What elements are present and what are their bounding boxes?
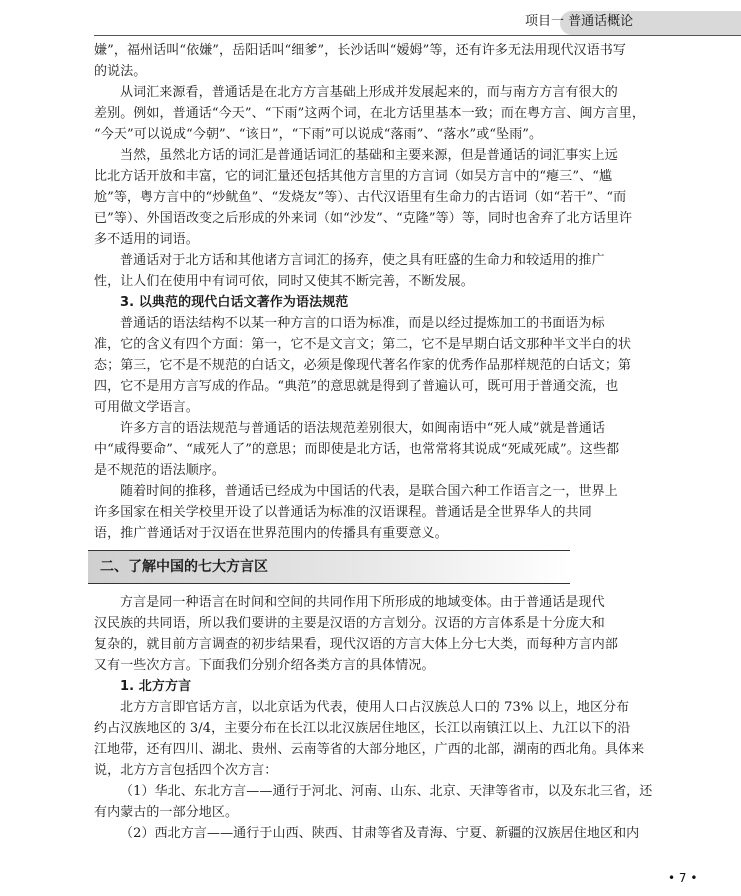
- text-line: 态；第三，它不是不规范的白话文，必须是像现代著名作家的优秀作品那样规范的白话文；第: [94, 358, 632, 373]
- text-line: 嫌”，福州话叫“依嫌”，岳阳话叫“细爹”，长沙话叫“嫒姆”等，还有许多无法用现代汉语书写: [94, 43, 626, 58]
- page-number: • 7 •: [668, 871, 698, 885]
- header-rule: [94, 35, 741, 36]
- page-body: [94, 40, 652, 844]
- text-line: 可用做文学语言。: [94, 400, 199, 415]
- subsection-heading: 3. 以典范的现代白话文著作为语法规范: [120, 295, 349, 310]
- subsection-heading: 1. 北方方言: [120, 679, 192, 694]
- section-heading: 二、了解中国的七大方言区: [88, 550, 570, 584]
- text-line: 当然，虽然北方话的词汇是普通话词汇的基础和主要来源，但是普通话的词汇事实上远: [120, 148, 618, 163]
- text-line: 有内蒙古的一部分地区。: [94, 805, 239, 820]
- text-line: 的说法。: [94, 64, 147, 79]
- text-line: 已”等）、外国语改变之后形成的外来词（如“沙发”、“克隆”等）等，同时也舍弃了北方话里许: [94, 211, 633, 226]
- text-line: 许多国家在相关学校里开设了以普通话为标准的汉语课程。普通话是全世界华人的共同: [94, 505, 592, 520]
- text-line: 说，北方方言包括四个次方言：: [94, 763, 278, 778]
- text-line: 性，让人们在使用中有词可依，同时又使其不断完善，不断发展。: [94, 274, 474, 289]
- text-line: 比北方话开放和丰富，它的词汇量还包括其他方言里的方言词（如吴方言中的“瘪三”、“尴: [94, 169, 613, 184]
- text-line: 复杂的，就目前方言调查的初步结果看，现代汉语的方言大体上分七大类，而每种方言内部: [94, 637, 619, 652]
- text-line: 普通话对于北方话和其他诸方言词汇的扬弃，使之具有旺盛的生命力和较适用的推广: [120, 253, 605, 268]
- text-line: 四，它不是用方言写成的作品。“典范”的意思就是得到了普遍认可，既可用于普通交流，也: [94, 379, 619, 394]
- text-line: （2）西北方言——通行于山西、陕西、甘肃等省及青海、宁夏、新疆的汉族居住地区和内: [120, 826, 640, 841]
- text-line: （1）华北、东北方言——通行于河北、河南、山东、北京、天津等省市，以及东北三省，还: [120, 784, 653, 799]
- text-line: 许多方言的语法规范与普通话的语法规范差别很大，如闽南语中“死人咸”就是普通话: [120, 421, 606, 436]
- text-line: 普通话的语法结构不以某一种方言的口语为标准，而是以经过提炼加工的书面语为标: [120, 316, 605, 331]
- text-line: 尬”等，粤方言中的“炒鱿鱼”、“发烧友”等）、古代汉语里有生命力的古语词（如“若干”、“而: [94, 190, 627, 205]
- text-line: 语，推广普通话对于汉语在世界范围内的传播具有重要意义。: [94, 526, 448, 541]
- text-line: 约占汉族地区的 3/4，主要分布在长江以北汉族居住地区，长江以南镇江以上、九江以下的沿: [94, 721, 631, 736]
- text-line: 江地带，还有四川、湖北、贵州、云南等省的大部分地区，广西的北部，湖南的西北角。具体来: [94, 742, 645, 757]
- text-line: 是不规范的语法顺序。: [94, 463, 226, 478]
- text-line: 汉民族的共同语，所以我们要讲的主要是汉语的方言划分。汉语的方言体系是十分庞大和: [94, 616, 605, 631]
- text-line: “今天”可以说成“今朝”、“该日”，“下雨”可以说成“落雨”、“落水”或“坠雨”。: [94, 127, 543, 142]
- text-line: 中“咸得要命”、“咸死人了”的意思；而即使是北方话，也常常将其说成“死咸死咸”。这些都: [94, 442, 620, 457]
- text-line: 随着时间的推移，普通话已经成为中国话的代表，是联合国六种工作语言之一，世界上: [120, 484, 618, 499]
- text-line: 又有一些次方言。下面我们分别介绍各类方言的具体情况。: [94, 658, 435, 673]
- text-line: 多不适用的词语。: [94, 232, 199, 247]
- text-line: 方言是同一种语言在时间和空间的共同作用下所形成的地域变体。由于普通话是现代: [120, 595, 605, 610]
- header-title: 项目一 普通话概论: [525, 14, 634, 29]
- text-line: 从词汇来源看，普通话是在北方方言基础上形成并发展起来的，而与南方方言有很大的: [120, 85, 618, 100]
- text-line: 准，它的含义有四个方面：第一，它不是文言文；第二，它不是早期白话文那种半文半白的状: [94, 337, 632, 352]
- text-line: 北方方言即官话方言，以北京话为代表，使用人口占汉族总人口的 73% 以上，地区分布: [120, 700, 630, 715]
- text-line: 差别。例如，普通话“今天”、“下雨”这两个词，在北方话里基本一致；而在粤方言、闽方言里，: [94, 106, 645, 121]
